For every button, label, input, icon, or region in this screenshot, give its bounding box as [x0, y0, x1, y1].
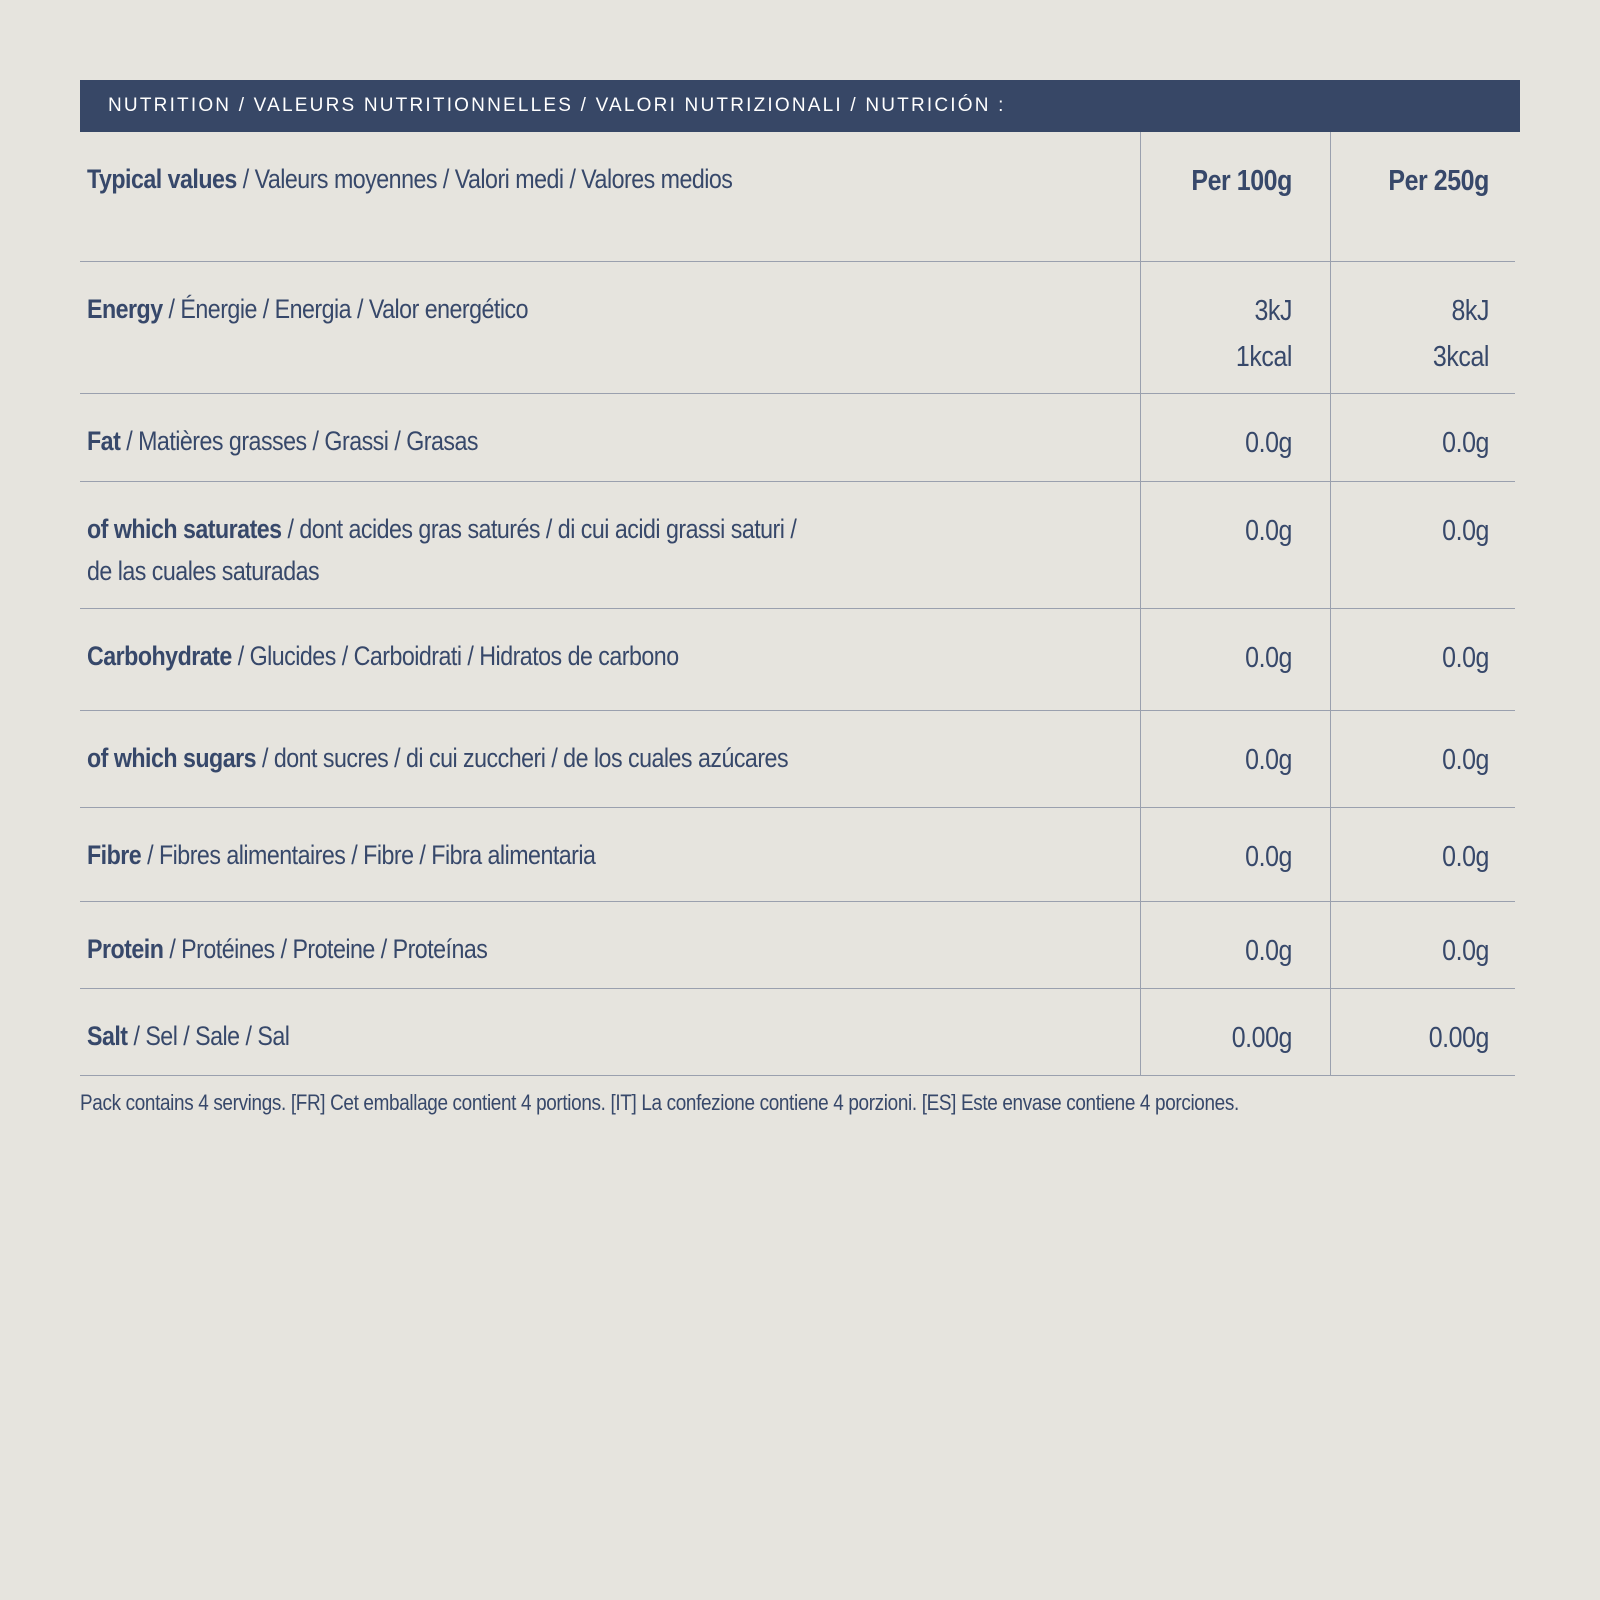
value-line: 0.0g [1245, 744, 1292, 776]
nutrient-label [80, 482, 1140, 608]
value-per-100g [1140, 482, 1330, 608]
value-per-250g [1330, 989, 1515, 1075]
value-line: 0.0g [1442, 841, 1489, 873]
table-row-carbohydrate [80, 609, 1515, 711]
value-per-100g [1140, 808, 1330, 901]
value-line: 0.0g [1442, 935, 1489, 967]
nutrient-label [80, 394, 1140, 481]
servings-footnote: Pack contains 4 servings. [FR] Cet emballage contient 4 portions. [IT] La confezione contiene 4 porzioni. [ES] Este envase contiene 4 porciones. [80, 1090, 1239, 1115]
table-row-protein [80, 902, 1515, 989]
value-per-250g [1330, 482, 1515, 608]
table-row-sugars [80, 711, 1515, 808]
value-line: 0.0g [1245, 427, 1292, 459]
value-line: 0.00g [1428, 1022, 1489, 1054]
nutrient-name-en: Energy [87, 294, 163, 324]
value-line: 0.0g [1245, 841, 1292, 873]
value-line: 0.0g [1245, 642, 1292, 674]
nutrient-label [80, 989, 1140, 1075]
value-per-250g [1330, 394, 1515, 481]
value-line: 0.0g [1442, 427, 1489, 459]
value-line: 0.0g [1442, 515, 1489, 547]
nutrient-name-translations: / Fibres alimentaires / Fibre / Fibra alimentaria [141, 840, 596, 870]
value-per-100g [1140, 394, 1330, 481]
value-line: 0.0g [1442, 744, 1489, 776]
nutrient-name-en: Fat [87, 426, 121, 456]
value-per-100g [1140, 262, 1330, 393]
nutrient-name-translations: / Matières grasses / Grassi / Grasas [120, 426, 478, 456]
nutrient-label [80, 711, 1140, 807]
table-row-fibre [80, 808, 1515, 902]
header-per-100g: Per 100g [1140, 132, 1330, 261]
value-line: 3kJ [1254, 295, 1292, 327]
value-line: 0.00g [1231, 1022, 1292, 1054]
nutrient-label [80, 609, 1140, 710]
nutrient-name-en: Carbohydrate [87, 641, 232, 671]
nutrient-name-en: of which sugars [87, 743, 257, 773]
table-row-fat [80, 394, 1515, 482]
nutrient-name-translations: / Glucides / Carboidrati / Hidratos de carbono [231, 641, 679, 671]
nutrient-name-translations: / dont sucres / di cui zuccheri / de los cuales azúcares [256, 743, 789, 773]
nutrient-name-en: of which saturates [87, 514, 282, 544]
nutrition-table [80, 132, 1515, 1076]
banner-title: NUTRITION / VALEURS NUTRITIONNELLES / VALORI NUTRIZIONALI / NUTRICIÓN : [108, 95, 1006, 116]
value-per-100g [1140, 711, 1330, 807]
nutrient-name-translations: / Énergie / Energia / Valor energético [162, 294, 529, 324]
nutrition-panel [80, 80, 1520, 1116]
value-line: 8kJ [1451, 295, 1489, 327]
value-per-250g [1330, 902, 1515, 988]
nutrient-name-en: Fibre [87, 840, 142, 870]
value-line: 3kcal [1432, 341, 1489, 373]
value-per-100g [1140, 609, 1330, 710]
table-row-energy [80, 262, 1515, 394]
nutrition-banner [80, 80, 1520, 132]
value-per-250g [1330, 262, 1515, 393]
table-header-row [80, 132, 1515, 262]
table-row-saturates [80, 482, 1515, 609]
nutrient-name-translations: / Protéines / Proteine / Proteínas [163, 934, 488, 964]
table-body [80, 262, 1515, 1076]
value-per-250g [1330, 808, 1515, 901]
nutrient-label [80, 902, 1140, 988]
value-line: 0.0g [1245, 935, 1292, 967]
nutrient-name-en: Salt [87, 1021, 128, 1051]
value-line: 0.0g [1245, 515, 1292, 547]
value-line: 0.0g [1442, 642, 1489, 674]
header-per-250g: Per 250g [1330, 132, 1515, 261]
header-label-bold: Typical values [87, 164, 237, 194]
header-label-rest: / Valeurs moyennes / Valori medi / Valores medios [236, 164, 733, 194]
nutrient-label [80, 262, 1140, 393]
value-per-100g [1140, 902, 1330, 988]
nutrient-name-continued: de las cuales saturadas [87, 556, 320, 586]
nutrient-label [80, 808, 1140, 901]
table-row-salt [80, 989, 1515, 1076]
nutrient-name-translations: / dont acides gras saturés / di cui acidi grassi saturi / [281, 514, 797, 544]
value-line: 1kcal [1235, 341, 1292, 373]
nutrient-name-en: Protein [87, 934, 164, 964]
nutrient-name-translations: / Sel / Sale / Sal [127, 1021, 290, 1051]
value-per-100g [1140, 989, 1330, 1075]
header-label [80, 132, 1140, 261]
value-per-250g [1330, 609, 1515, 710]
value-per-250g [1330, 711, 1515, 807]
